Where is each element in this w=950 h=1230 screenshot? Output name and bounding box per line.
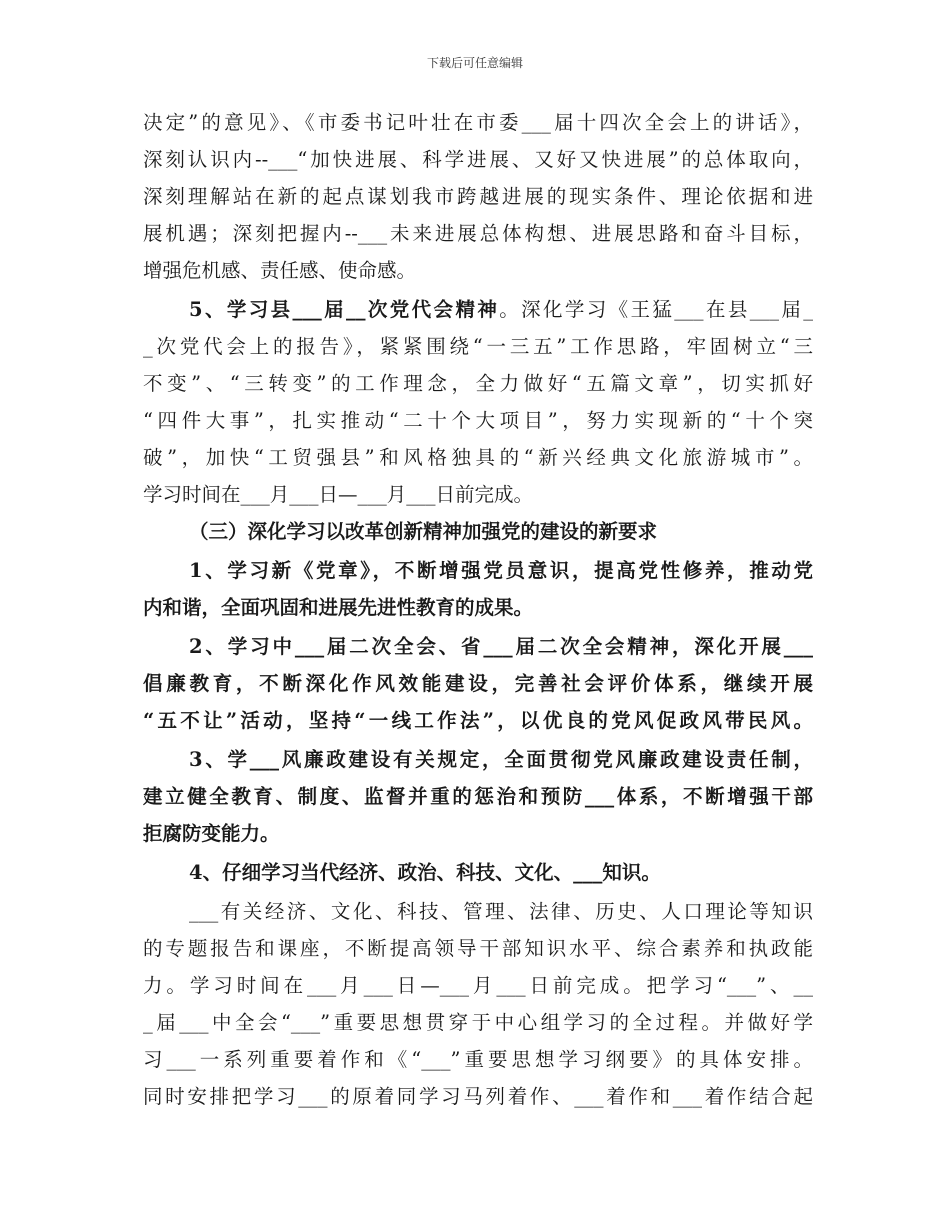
item-5-heading-line — [143, 291, 813, 328]
bold-line: 3、学___风廉政建设有关规定，全面贯彻党风廉政建设责任制， — [189, 748, 813, 771]
section-3-heading: （三）深化学习以改革创新精神加强党的建设的新要求 — [189, 520, 658, 543]
item-5-title: 5、学习县___届__次党代会精神 — [189, 298, 500, 321]
paragraph-line: 展机遇；深刻把握内--___未来进展总体构想、进展思路和奋斗目标， — [143, 222, 813, 245]
paragraph-line: 习___一系列重要着作和《“___”重要思想学习纲要》的具体安排。 — [143, 1048, 813, 1071]
bold-line: 1、学习新《党章》，不断增强党员意识，提高党性修养，推动党 — [189, 559, 813, 582]
bold-line: 建立健全教育、制度、监督并重的惩治和预防___体系，不断增强干部 — [143, 785, 813, 808]
paragraph-line: _届___中全会“___”重要思想贯穿于中心组学习的全过程。并做好学 — [143, 1011, 813, 1034]
document-body — [143, 104, 813, 1115]
paragraph-line: 深刻理解站在新的起点谋划我市跨越进展的现实条件、理论依据和进 — [143, 185, 813, 208]
paragraph-line: 破”，加快“工贸强县”和风格独具的“新兴经典文化旅游城市”。 — [143, 446, 813, 469]
paragraph-line: ___有关经济、文化、科技、管理、法律、历史、人口理论等知识 — [189, 900, 813, 923]
paragraph-line: 不变”、“三转变”的工作理念，全力做好“五篇文章”，切实抓好 — [143, 372, 813, 395]
paragraph-line: 增强危机感、责任感、使命感。 — [143, 259, 417, 282]
paragraph-line: 决定”的意见》、《市委书记叶壮在市委___届十四次全会上的讲话》， — [143, 111, 813, 134]
item-5-text: 。深化学习《王猛___在县___届_ — [499, 298, 813, 321]
page-header: 下载后可任意编辑 — [426, 56, 523, 70]
paragraph-line: 学习时间在___月___日—___月___日前完成。 — [143, 483, 534, 506]
bold-line: 倡廉教育，不断深化作风效能建设，完善社会评价体系，继续开展 — [143, 672, 813, 695]
bold-line: 拒腐防变能力。 — [143, 822, 280, 845]
paragraph-line: 力。学习时间在___月___日—___月___日前完成。把学习“___”、__ — [143, 974, 813, 997]
paragraph-line: 同时安排把学习___的原着同学习马列着作、___着作和___着作结合起 — [143, 1085, 813, 1108]
bold-line: “五不让”活动，坚持“一线工作法”，以优良的党风促政风带民风。 — [143, 709, 813, 732]
paragraph-line: _次党代会上的报告》，紧紧围绕“一三五”工作思路，牢固树立“三 — [143, 335, 813, 358]
paragraph-line: “四件大事”，扎实推动“二十个大项目”，努力实现新的“十个突 — [143, 409, 813, 432]
paragraph-line: 深刻认识内--___“加快进展、科学进展、又好又快进展”的总体取向， — [143, 148, 813, 171]
bold-line: 内和谐，全面巩固和进展先进性教育的成果。 — [143, 596, 534, 619]
bold-line: 2、学习中___届二次全会、省___届二次全会精神，深化开展___ — [189, 635, 813, 658]
bold-line: 4、仔细学习当代经济、政治、科技、文化、___知识。 — [189, 861, 661, 884]
paragraph-line: 的专题报告和课座，不断提高领导干部知识水平、综合素养和执政能 — [143, 937, 813, 960]
